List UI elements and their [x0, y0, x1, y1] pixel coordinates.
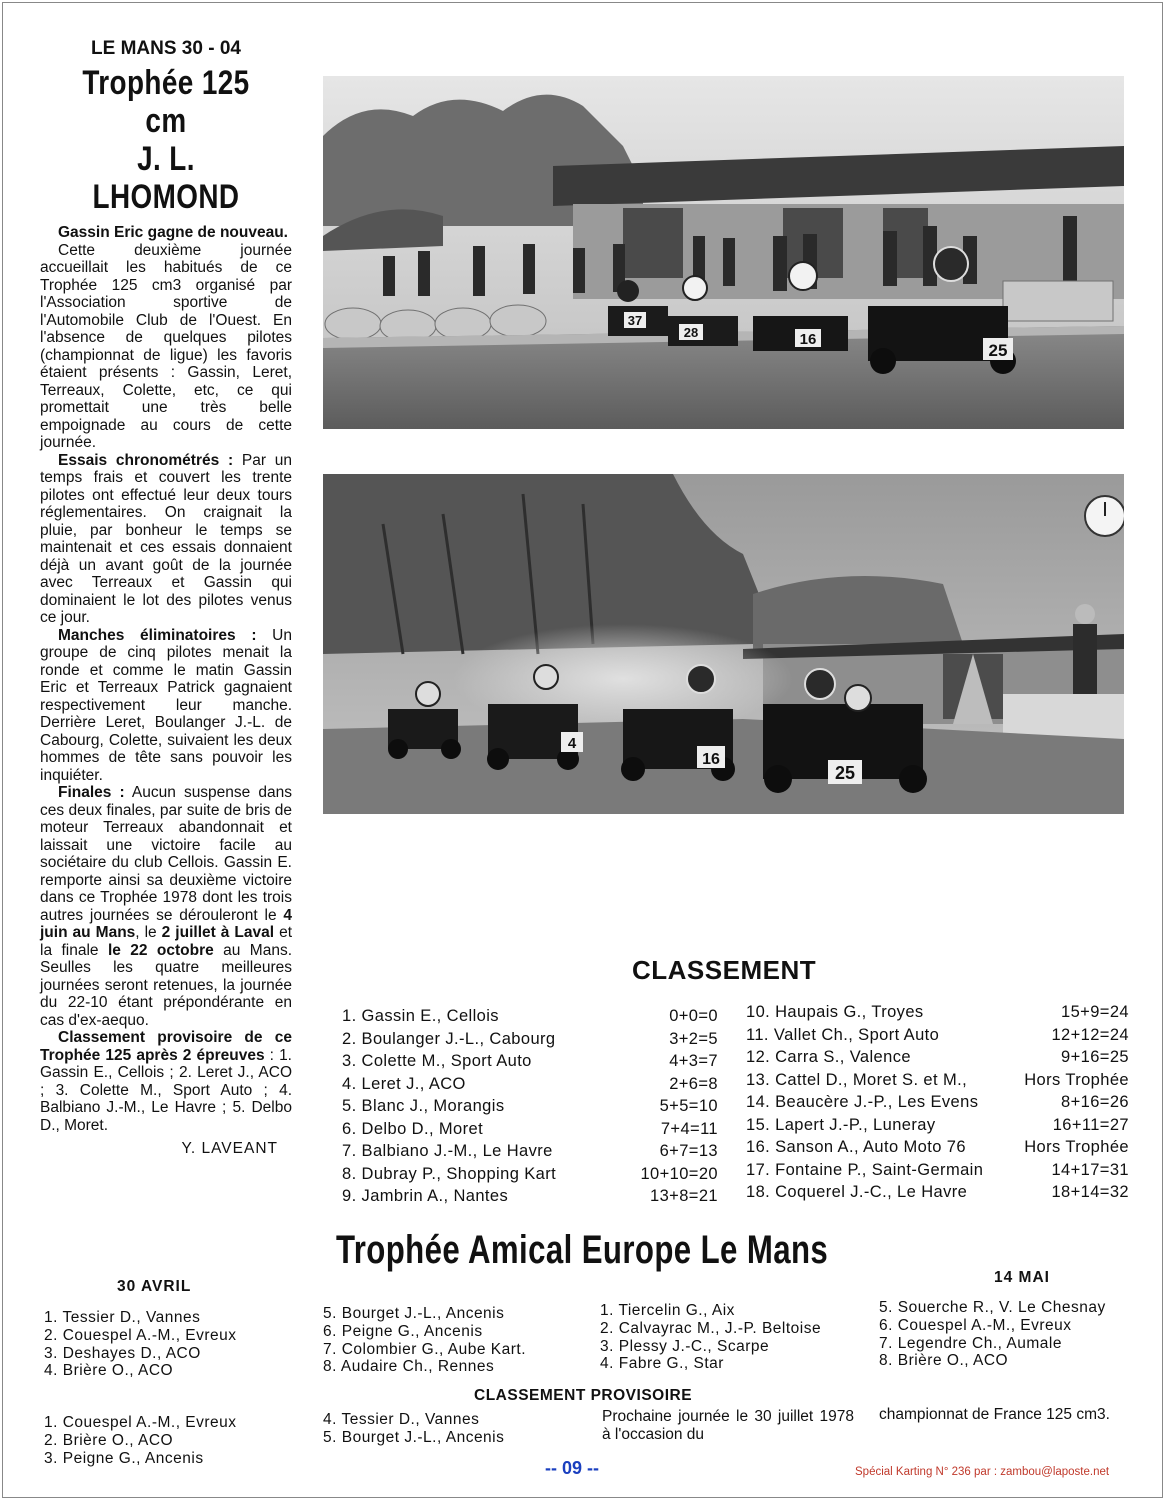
list-item: 4. Brière O., ACO [44, 1362, 174, 1380]
rank-score: 7+4=11 [660, 1119, 718, 1138]
rank-name: 17. Fontaine P., Saint-Germain [746, 1160, 984, 1179]
list-item: 3. Peigne G., Ancenis [44, 1449, 204, 1467]
rank-row [342, 1005, 718, 1028]
headline-line-2: J. L. LHOMOND [92, 140, 240, 216]
rank-score: 4+3=7 [669, 1052, 718, 1070]
results-30-avril-1-4 [44, 1309, 237, 1380]
article-headline [63, 64, 270, 216]
list-item: 5. Bourget J.-L., Ancenis [323, 1428, 505, 1446]
article-signature: Y. LAVEANT [181, 1140, 278, 1157]
article-paragraph-essais [40, 452, 292, 627]
rank-score: 15+9=24 [1061, 1003, 1129, 1021]
classement-title: CLASSEMENT [632, 955, 817, 985]
article-paragraph-manches [40, 627, 292, 785]
rank-score: 18+14=32 [1051, 1183, 1129, 1201]
amical-title: Trophée Amical Europe Le Mans [336, 1228, 829, 1272]
list-item: 1. Tessier D., Vannes [44, 1309, 201, 1326]
manches-text: Un groupe de cinq pilotes menait la ronde et comme le matin Gassin Eric et Terreaux Patrick gagnaient respectivement leur manche. Derrière Leret, Boulanger J.-L. de Cabourg, Colette, suivaient les deux hommes de tête sans pouvoir les inquiéter. [40, 626, 292, 784]
kart-number-16-bottom: 16 [702, 751, 720, 768]
rank-row [746, 1136, 1129, 1159]
rank-row [746, 1001, 1129, 1024]
list-item: 8. Brière O., ACO [879, 1352, 1009, 1370]
list-item: 4. Fabre G., Star [600, 1355, 724, 1373]
rank-row [746, 1046, 1129, 1069]
provisoire-label: Classement provisoire de ce Trophée 125 après 2 épreuves [40, 1029, 292, 1064]
article-paragraph-provisoire [40, 1029, 292, 1134]
list-item: 4. Tessier D., Vannes [323, 1411, 480, 1428]
rank-row [342, 1095, 718, 1118]
provisoire-4-5 [323, 1411, 504, 1447]
rank-name: 11. Vallet Ch., Sport Auto [746, 1025, 940, 1044]
rank-name: 8. Dubray P., Shopping Kart [342, 1164, 557, 1183]
rank-name: 13. Cattel D., Moret S. et M., [746, 1070, 968, 1089]
rank-score: 12+12=24 [1051, 1025, 1129, 1044]
rank-row [746, 1114, 1129, 1137]
headline-line-1: Trophée 125 cm [82, 64, 250, 140]
next-round-note: Prochaine journée le 30 juillet 1978 à l'occasion du [602, 1408, 854, 1443]
rank-row [746, 1159, 1129, 1182]
finales-text-d: au Mans. Seulles les quatre meilleures journées seront retenues, la journée du 22-10 étant prépondérante en cas d'ex-aequo. [40, 941, 293, 1029]
rank-score: 5+5=10 [659, 1097, 718, 1115]
rank-row [342, 1073, 718, 1096]
rank-row [746, 1181, 1129, 1204]
article-paragraph-1: Cette deuxième journée accueillait les habitués de ce Trophée 125 cm3 organisé par l'Association sportive de l'Automobile Club de l'Ouest. En l'absence de quelques pilotes (championnat de ligue) les favoris étaient présents : Gassin, Leret, Terreaux, Colette, etc, ce qui promettait une très belle empoignade au cours de cette journée. [40, 241, 292, 451]
kart-number-25-bottom: 25 [834, 763, 856, 783]
rank-row [746, 1069, 1129, 1092]
rank-row [342, 1118, 718, 1141]
article-lead: Gassin Eric gagne de nouveau. [58, 224, 288, 241]
rank-name: 7. Balbiano J.-M., Le Havre [342, 1142, 553, 1160]
next-round-note-continued: championnat de France 125 cm3. [879, 1406, 1110, 1423]
rank-row [342, 1028, 718, 1051]
kart-number-4: 4 [567, 735, 577, 752]
rank-name: 2. Boulanger J.-L., Cabourg [342, 1029, 556, 1048]
list-item: 3. Deshayes D., ACO [44, 1344, 201, 1362]
results-14-mai-5-8 [879, 1299, 1106, 1370]
kart-number-16: 16 [799, 331, 817, 348]
article-column [40, 38, 292, 1158]
classement-list-right [746, 1001, 1129, 1204]
list-item: 2. Brière O., ACO [44, 1431, 174, 1449]
rank-row [342, 1140, 718, 1163]
rank-score: 8+16=26 [1061, 1093, 1129, 1111]
kart-number-28: 28 [683, 325, 699, 340]
manches-label: Manches éliminatoires : [58, 626, 257, 644]
finales-text-b: , le [135, 924, 162, 941]
list-item: 2. Couespel A.-M., Evreux [44, 1326, 237, 1344]
kart-number-37: 37 [627, 313, 643, 328]
kart-number-25: 25 [988, 341, 1008, 360]
rank-score: Hors Trophée [1024, 1138, 1129, 1156]
rank-score: 10+10=20 [640, 1164, 718, 1183]
rank-score: 3+2=5 [669, 1029, 718, 1048]
list-item: 7. Legendre Ch., Aumale [879, 1334, 1062, 1352]
results-14-mai-1-4 [600, 1302, 821, 1373]
essais-text: Par un temps frais et couvert les trente pilotes ont effectué leur deux tours réglementaires. On craignait la pluie, par bonheur le temps se maintenait et ces essais donnaient déjà un avant goût de la journée avec Terreaux et Gassin qui dominaient le lot des pilotes venus ce jour. [40, 451, 292, 626]
rank-score: 6+7=13 [659, 1142, 718, 1160]
rank-row [342, 1185, 718, 1208]
list-item: 1. Couespel A.-M., Evreux [44, 1414, 237, 1431]
race-photo-bottom [323, 474, 1124, 814]
rank-row [746, 1091, 1129, 1114]
provisoire-1-3 [44, 1414, 237, 1467]
rank-name: 10. Haupais G., Troyes [746, 1003, 924, 1021]
finales-label: Finales : [58, 784, 125, 801]
rank-score: 14+17=31 [1051, 1160, 1129, 1179]
rank-row [342, 1163, 718, 1186]
rank-name: 9. Jambrin A., Nantes [342, 1187, 509, 1205]
list-item: 2. Calvayrac M., J.-P. Beltoise [600, 1319, 822, 1337]
list-item: 7. Colombier G., Aube Kart. [323, 1340, 527, 1358]
rank-name: 1. Gassin E., Cellois [342, 1007, 499, 1025]
results-30-avril-5-8 [323, 1305, 526, 1376]
list-item: 3. Plessy J.-C., Scarpe [600, 1337, 770, 1355]
list-item: 5. Souerche R., V. Le Chesnay [879, 1299, 1106, 1316]
race-photo-top [323, 76, 1124, 429]
list-item: 1. Tiercelin G., Aix [600, 1302, 735, 1319]
article-paragraph-finales [40, 784, 292, 1029]
rank-name: 3. Colette M., Sport Auto [342, 1052, 532, 1070]
provisoire-text: : 1. Gassin E., Cellois ; 2. Leret J., ACO ; 3. Colette M., Sport Auto ; 4. Balbiano J.-M., Le Havre ; 5. Delbo D., Moret. [40, 1046, 292, 1134]
rank-name: 14. Beaucère J.-P., Les Evens [746, 1093, 979, 1111]
rank-name: 6. Delbo D., Moret [342, 1119, 484, 1138]
list-item: 6. Peigne G., Ancenis [323, 1322, 483, 1340]
page-number: -- 09 -- [545, 1458, 599, 1478]
rank-score: 16+11=27 [1052, 1115, 1129, 1134]
classement-list-left [342, 1005, 718, 1208]
rank-name: 18. Coquerel J.-C., Le Havre [746, 1183, 968, 1201]
date-2: 2 juillet à Laval [161, 924, 275, 941]
date-14-mai: 14 MAI [994, 1269, 1050, 1286]
finales-text-a: Aucun suspense dans ces deux finales, par suite de bris de moteur Terreaux abandonnait et laissait une victoire facile au sociétaire du club Cellois. Gassin E. remporte ainsi sa deuxième victoire dans ce Trophée 1978 dont les trois autres journées se dérouleront le [40, 784, 292, 924]
rank-name: 4. Leret J., ACO [342, 1074, 466, 1093]
finales-text-c: et la finale [40, 924, 292, 959]
list-item: 6. Couespel A.-M., Evreux [879, 1316, 1072, 1334]
footer-credit: Spécial Karting N° 236 par : zambou@laposte.net [855, 1466, 1110, 1478]
date-30-avril: 30 AVRIL [117, 1278, 192, 1295]
date-1: 4 juin au Mans [40, 906, 292, 941]
rank-name: 16. Sanson A., Auto Moto 76 [746, 1138, 966, 1156]
rank-row [746, 1024, 1129, 1047]
rank-row [342, 1050, 718, 1073]
article-kicker: LE MANS 30 - 04 [91, 38, 241, 59]
rank-name: 15. Lapert J.-P., Luneray [746, 1115, 936, 1134]
article-body [40, 224, 292, 1134]
rank-score: 2+6=8 [669, 1074, 718, 1093]
list-item: 5. Bourget J.-L., Ancenis [323, 1305, 505, 1322]
date-3: le 22 octobre [107, 941, 214, 959]
rank-score: 13+8=21 [650, 1187, 718, 1205]
essais-label: Essais chronométrés : [58, 451, 234, 469]
rank-name: 12. Carra S., Valence [746, 1048, 911, 1066]
rank-score: 0+0=0 [669, 1007, 718, 1025]
rank-name: 5. Blanc J., Morangis [342, 1097, 505, 1115]
list-item: 8. Audaire Ch., Rennes [323, 1358, 495, 1376]
rank-score: Hors Trophée [1024, 1070, 1129, 1089]
classement-provisoire-title: CLASSEMENT PROVISOIRE [474, 1387, 693, 1404]
rank-score: 9+16=25 [1061, 1048, 1129, 1066]
